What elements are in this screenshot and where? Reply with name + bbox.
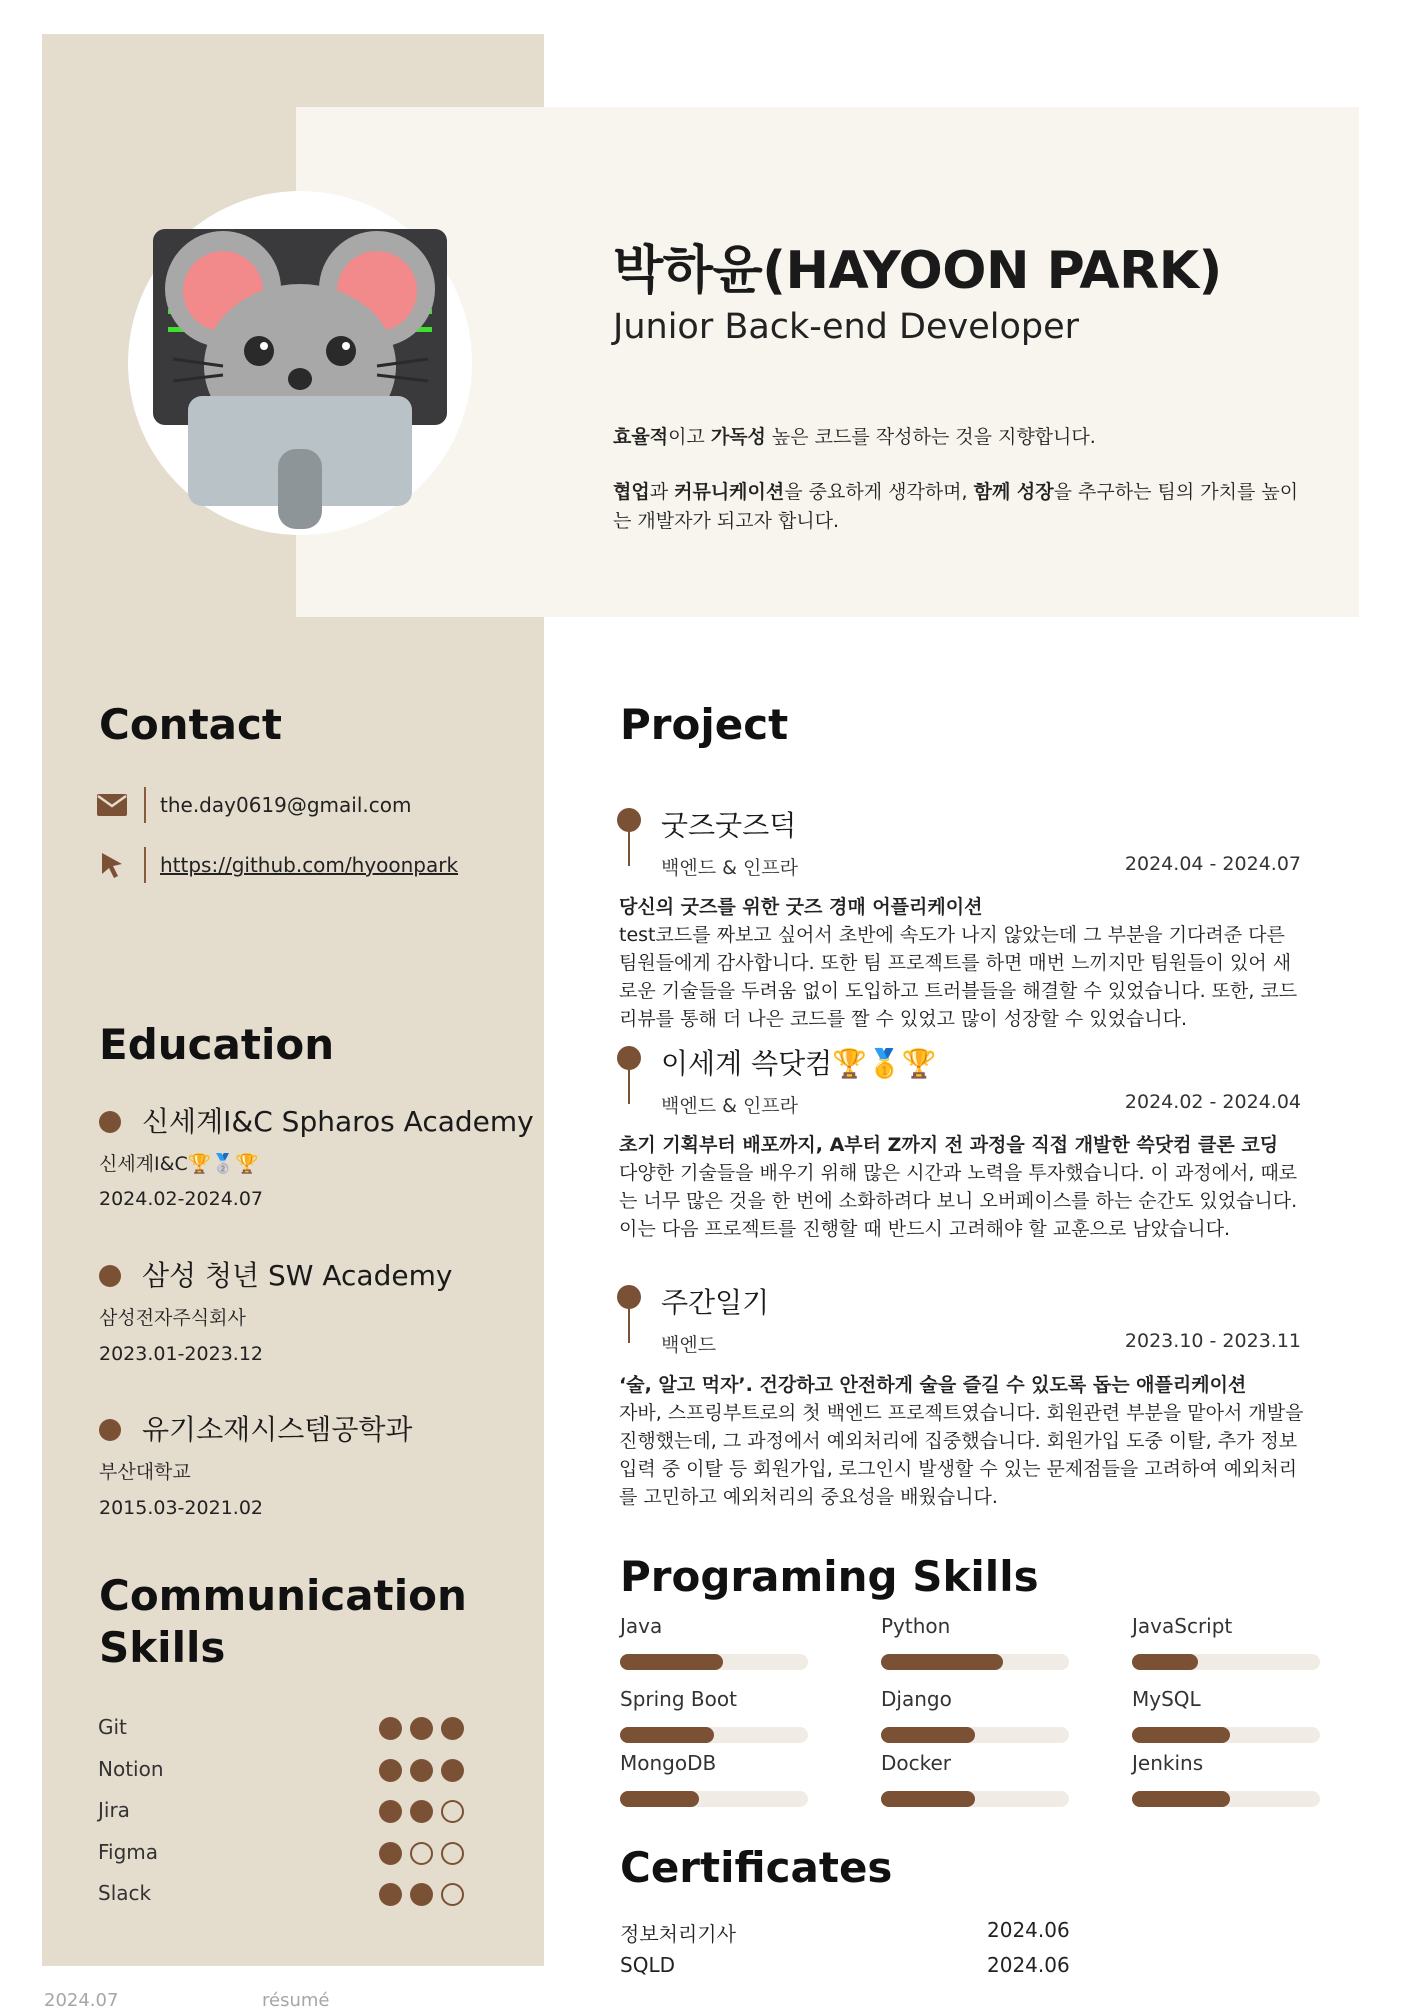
education-org: 신세계I&C🏆🥈🏆 — [99, 1153, 259, 1175]
candidate-name: 박하윤(HAYOON PARK) — [613, 241, 1222, 301]
skill-progress-bar — [881, 1791, 1069, 1807]
intro-keyword: 커뮤니케이션 — [674, 481, 785, 503]
project-description — [619, 1131, 1309, 1243]
intro-text: 이고 — [668, 426, 711, 448]
project-title: 주간일기 — [661, 1286, 770, 1319]
rating-dot-filled — [379, 1800, 402, 1823]
rating-dot-filled — [410, 1883, 433, 1906]
skill-progress-fill — [881, 1654, 1003, 1670]
contact-github-link[interactable]: https://github.com/hyoonpark — [160, 853, 459, 877]
project-body: 다양한 기술들을 배우기 위해 많은 시간과 노력을 투자했습니다. 이 과정에서, 때로는 너무 많은 것을 한 번에 소화하려다 보니 오버페이스를 하는 순간도 있었습니다. 이는 다음 프로젝트를 진행할 때 반드시 고려해야 할 교훈으로 남았습니다. — [619, 1162, 1298, 1240]
intro-text: 과 — [649, 481, 675, 503]
rating-dot-empty — [441, 1842, 464, 1865]
programming-skill-name: Spring Boot — [620, 1687, 737, 1711]
communication-skill-name: Slack — [98, 1881, 152, 1905]
project-body: test코드를 짜보고 싶어서 초반에 속도가 나지 않았는데 그 부분을 기다려준 다른 팀원들에게 감사합니다. 또한 팀 프로젝트를 하면 매번 느끼지만 팀원들이 있어 새로운 기술들을 두려움 없이 도입하고 트러블들을 해결할 수 있었습니다. 또한, 코드리뷰를 통해 더 나은 코드를 짤 수 있었고 많이 성장할 수 있었습니다. — [619, 924, 1298, 1030]
skill-progress-bar — [1132, 1654, 1320, 1670]
communication-skill-name: Jira — [98, 1798, 130, 1822]
rating-dot-filled — [410, 1717, 433, 1740]
cursor-arrow-icon — [96, 849, 128, 881]
project-period: 2024.02 - 2024.04 — [1124, 1091, 1301, 1113]
education-org: 삼성전자주식회사 — [99, 1307, 246, 1329]
rating-dot-filled — [441, 1759, 464, 1782]
certificates-heading: Certificates — [620, 1843, 893, 1892]
contact-divider — [144, 787, 146, 823]
communication-skill-name: Git — [98, 1715, 127, 1739]
education-name: 삼성 청년 SW Academy — [142, 1259, 453, 1292]
contact-email[interactable]: the.day0619@gmail.com — [160, 793, 412, 817]
contact-github-row — [96, 847, 458, 883]
rating-dot-filled — [379, 1883, 402, 1906]
communication-heading-line2: Skills — [99, 1623, 226, 1672]
certificate-name: SQLD — [620, 1953, 675, 1977]
intro-keyword: 함께 성장 — [973, 481, 1054, 503]
skill-progress-fill — [620, 1727, 714, 1743]
education-name: 신세계I&C Spharos Academy — [142, 1105, 534, 1138]
education-period: 2024.02-2024.07 — [99, 1188, 263, 1210]
timeline-pin-icon — [617, 1046, 645, 1106]
intro-keyword: 가독성 — [710, 426, 766, 448]
project-headline: 초기 기획부터 배포까지, A부터 Z까지 전 과정을 직접 개발한 쓱닷컴 클론 코딩 — [619, 1134, 1279, 1156]
skill-progress-fill — [1132, 1727, 1230, 1743]
footer-label: résumé — [262, 1990, 330, 2011]
project-title: 굿즈굿즈덕 — [661, 809, 797, 842]
rating-dot-empty — [441, 1883, 464, 1906]
skill-progress-fill — [1132, 1791, 1230, 1807]
project-headline: ‘술, 알고 먹자’. 건강하고 안전하게 술을 즐길 수 있도록 돕는 애플리케이션 — [619, 1374, 1247, 1396]
project-description — [619, 893, 1309, 1033]
intro-text: 을 추구하는 팀의 가치를 높이는 개발자가 되고자 합니다. — [613, 481, 1299, 532]
skill-progress-bar — [620, 1727, 808, 1743]
certificate-date: 2024.06 — [987, 1918, 1070, 1942]
programming-skill-name: Python — [881, 1614, 951, 1638]
programming-skill-name: JavaScript — [1132, 1614, 1233, 1638]
skill-progress-bar — [881, 1654, 1069, 1670]
intro-line-1 — [613, 423, 1313, 452]
skill-rating — [379, 1842, 464, 1865]
skill-progress-fill — [1132, 1654, 1198, 1670]
skill-progress-bar — [620, 1791, 808, 1807]
programming-skill-name: Java — [620, 1614, 663, 1638]
rating-dot-empty — [441, 1800, 464, 1823]
project-body: 자바, 스프링부트로의 첫 백엔드 프로젝트였습니다. 회원관련 부분을 맡아서 개발을 진행했는데, 그 과정에서 예외처리에 집중했습니다. 회원가입 도중 이탈, 추가 정보 입력 중 이탈 등 회원가입, 로그인시 발생할 수 있는 문제점들을 고려하여 예외처리를 고민하고 예외처리의 중요성을 배웠습니다. — [619, 1402, 1304, 1508]
programming-skill-name: Docker — [881, 1751, 952, 1775]
programming-skill-name: MongoDB — [620, 1751, 717, 1775]
rating-dot-filled — [410, 1759, 433, 1782]
skill-progress-bar — [881, 1727, 1069, 1743]
rating-dot-filled — [410, 1800, 433, 1823]
communication-heading — [99, 1570, 467, 1674]
avatar — [128, 191, 472, 535]
certificate-name: 정보처리기사 — [620, 1922, 736, 1946]
timeline-pin-icon — [617, 808, 645, 868]
contact-divider — [144, 847, 146, 883]
education-bullet — [99, 1111, 121, 1133]
rating-dot-filled — [379, 1842, 402, 1865]
intro-text: 높은 코드를 작성하는 것을 지향합니다. — [765, 426, 1096, 448]
contact-email-row — [96, 787, 411, 823]
skill-progress-fill — [881, 1791, 975, 1807]
project-tag: 백엔드 — [661, 1334, 717, 1356]
project-heading: Project — [620, 700, 789, 749]
skill-rating — [379, 1759, 464, 1782]
education-period: 2015.03-2021.02 — [99, 1497, 263, 1519]
intro-keyword: 협업 — [613, 481, 650, 503]
candidate-role: Junior Back-end Developer — [613, 307, 1080, 347]
intro-keyword: 효율적 — [613, 426, 669, 448]
skill-rating — [379, 1800, 464, 1823]
certificate-date: 2024.06 — [987, 1953, 1070, 1977]
contact-heading: Contact — [99, 700, 282, 749]
skill-rating — [379, 1883, 464, 1906]
education-bullet — [99, 1265, 121, 1287]
skill-progress-fill — [620, 1791, 699, 1807]
project-tag: 백엔드 & 인프라 — [661, 857, 799, 879]
footer-date: 2024.07 — [44, 1990, 119, 2011]
programming-skill-name: Jenkins — [1132, 1751, 1204, 1775]
skill-progress-fill — [881, 1727, 975, 1743]
education-name: 유기소재시스템공학과 — [142, 1413, 413, 1446]
mail-icon — [96, 789, 128, 821]
project-period: 2024.04 - 2024.07 — [1124, 853, 1301, 875]
project-title: 이세계 쓱닷컴🏆🥇🏆 — [661, 1047, 937, 1080]
intro-text: 을 중요하게 생각하며, — [784, 481, 974, 503]
skill-progress-bar — [1132, 1727, 1320, 1743]
project-headline: 당신의 굿즈를 위한 굿즈 경매 어플리케이션 — [619, 896, 983, 918]
programming-skill-name: Django — [881, 1687, 952, 1711]
timeline-pin-icon — [617, 1285, 645, 1345]
project-period: 2023.10 - 2023.11 — [1124, 1330, 1301, 1352]
skill-progress-bar — [1132, 1791, 1320, 1807]
rating-dot-filled — [379, 1759, 402, 1782]
intro-line-2 — [613, 478, 1313, 536]
education-heading: Education — [99, 1020, 335, 1069]
rating-dot-filled — [379, 1717, 402, 1740]
skill-rating — [379, 1717, 464, 1740]
project-description — [619, 1371, 1309, 1511]
skill-progress-fill — [620, 1654, 723, 1670]
programming-skill-name: MySQL — [1132, 1687, 1201, 1711]
education-org: 부산대학교 — [99, 1461, 191, 1483]
communication-skill-name: Notion — [98, 1756, 164, 1781]
education-period: 2023.01-2023.12 — [99, 1343, 263, 1365]
programming-heading: Programing Skills — [620, 1552, 1039, 1601]
communication-skill-name: Figma — [98, 1839, 159, 1864]
rating-dot-filled — [441, 1717, 464, 1740]
project-tag: 백엔드 & 인프라 — [661, 1095, 799, 1117]
mouse-avatar-illustration — [128, 191, 472, 535]
skill-progress-bar — [620, 1654, 808, 1670]
rating-dot-empty — [410, 1842, 433, 1865]
communication-heading-line1: Communication — [99, 1571, 467, 1620]
education-bullet — [99, 1419, 121, 1441]
